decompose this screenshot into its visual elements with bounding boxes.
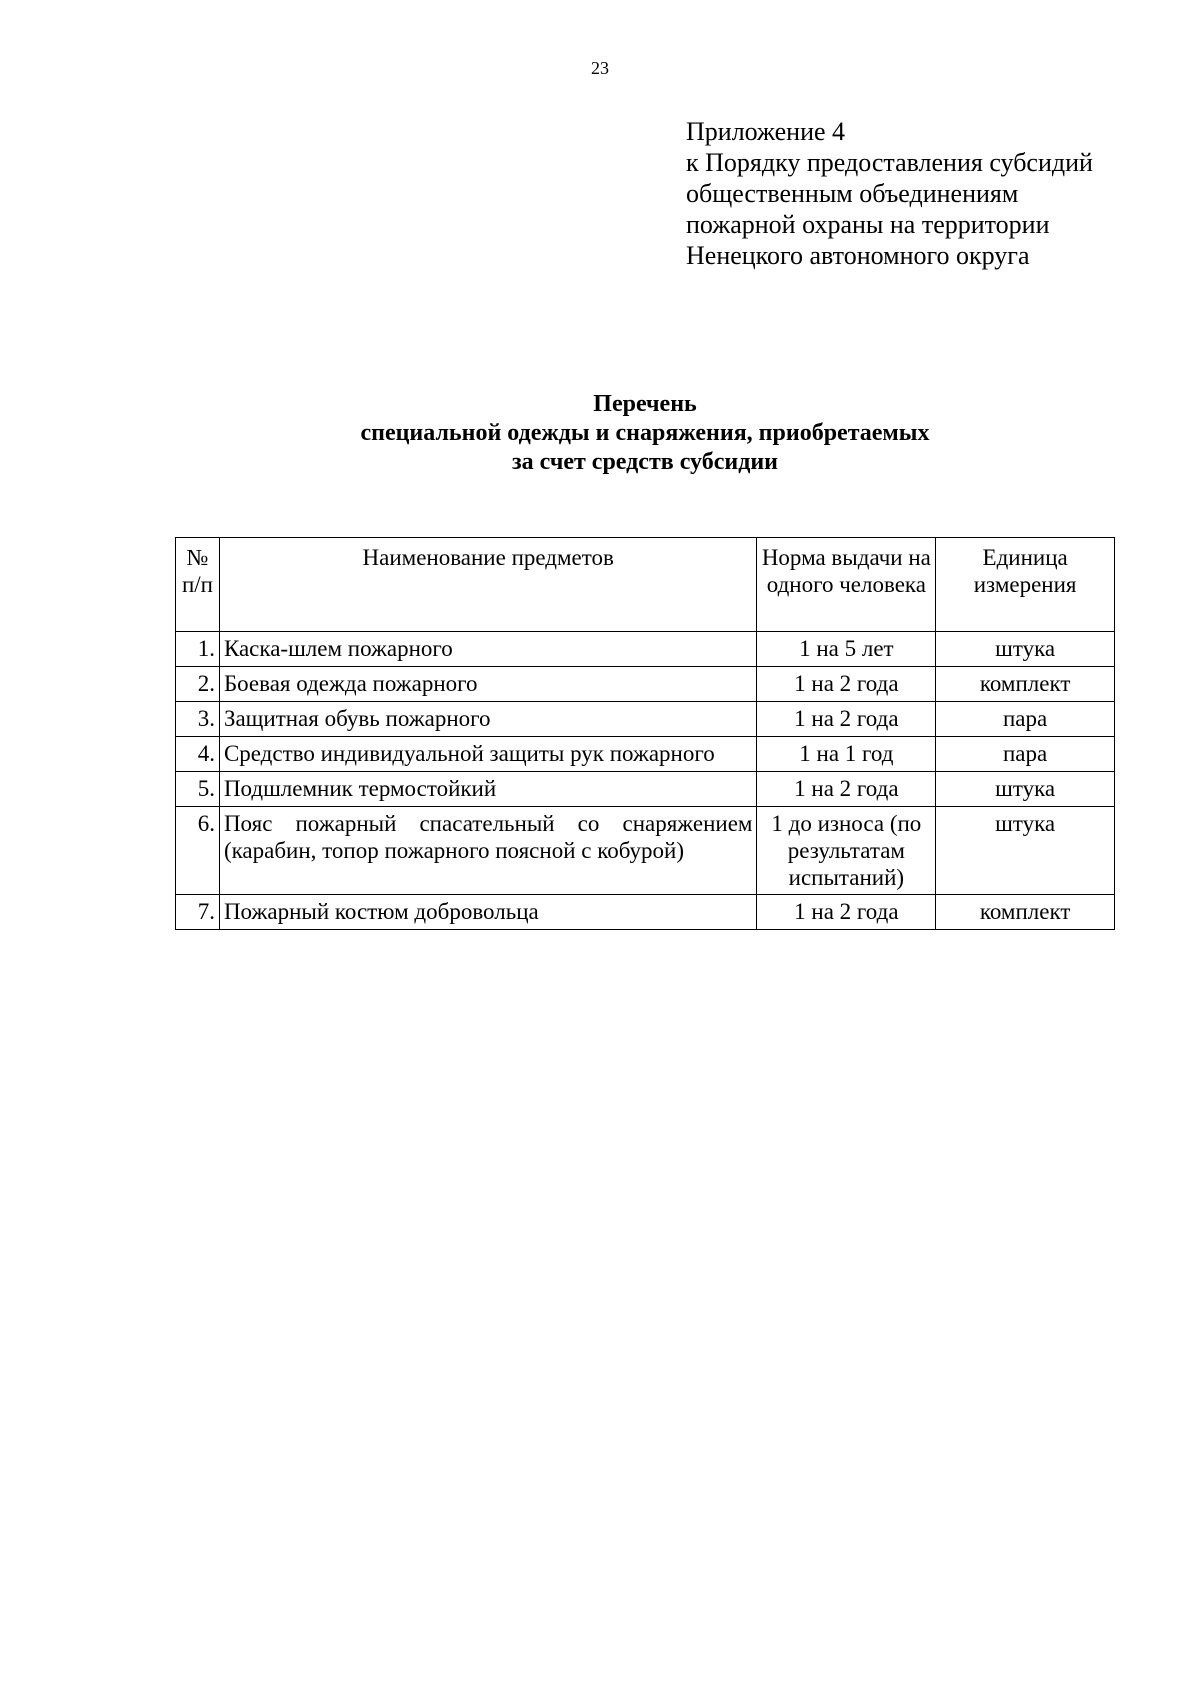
row-name: Подшлемник термостойкий (219, 772, 757, 807)
row-name: Боевая одежда пожарного (219, 667, 757, 702)
table-row (176, 772, 1115, 807)
row-num: 7. (176, 895, 220, 930)
row-unit: пара (936, 702, 1115, 737)
row-name: Пояс пожарный спасательный со снаряжением (карабин, топор пожарного поясной с кобурой) (219, 807, 757, 895)
header-unit: Единица измерения (936, 538, 1115, 632)
row-name: Каска-шлем пожарного (219, 632, 757, 667)
header-num: № п/п (176, 538, 220, 632)
row-norm: 1 на 2 года (757, 895, 936, 930)
appendix-line: к Порядку предоставления субсидий (686, 148, 1093, 177)
table-row (176, 702, 1115, 737)
row-unit: штука (936, 632, 1115, 667)
row-name: Пожарный костюм добровольца (219, 895, 757, 930)
table-row (176, 667, 1115, 702)
row-num: 5. (176, 772, 220, 807)
row-name: Защитная обувь пожарного (219, 702, 757, 737)
row-name: Средство индивидуальной защиты рук пожарного (219, 737, 757, 772)
row-num: 3. (176, 702, 220, 737)
document-title (0, 390, 1200, 477)
row-num: 2. (176, 667, 220, 702)
appendix-line: Ненецкого автономного округа (686, 241, 1030, 270)
row-unit: комплект (936, 895, 1115, 930)
appendix-line: Приложение 4 (686, 117, 846, 146)
row-unit: пара (936, 737, 1115, 772)
row-unit: штука (936, 772, 1115, 807)
row-norm: 1 на 1 год (757, 737, 936, 772)
row-norm: 1 на 2 года (757, 772, 936, 807)
row-norm: 1 на 2 года (757, 667, 936, 702)
table-row (176, 807, 1115, 895)
row-norm: 1 на 5 лет (757, 632, 936, 667)
row-unit: штука (936, 807, 1115, 895)
row-unit: комплект (936, 667, 1115, 702)
row-num: 1. (176, 632, 220, 667)
appendix-line: общественным объединениям (686, 179, 1019, 208)
header-name: Наименование предметов (219, 538, 757, 632)
title-line: Перечень (593, 391, 697, 417)
page-number: 23 (591, 58, 609, 78)
table-row (176, 895, 1115, 930)
items-table (175, 537, 1115, 930)
row-norm: 1 до износа (по результатам испытаний) (757, 807, 936, 895)
table-header-row (176, 538, 1115, 632)
row-norm: 1 на 2 года (757, 702, 936, 737)
appendix-block (686, 116, 1186, 271)
row-num: 6. (176, 807, 220, 895)
row-num: 4. (176, 737, 220, 772)
table-row (176, 737, 1115, 772)
title-line: за счет средств субсидии (512, 449, 778, 475)
header-norm: Норма выдачи на одного человека (757, 538, 936, 632)
table-row (176, 632, 1115, 667)
title-line: специальной одежды и снаряжения, приобретаемых (360, 420, 930, 446)
appendix-line: пожарной охраны на территории (686, 210, 1050, 239)
